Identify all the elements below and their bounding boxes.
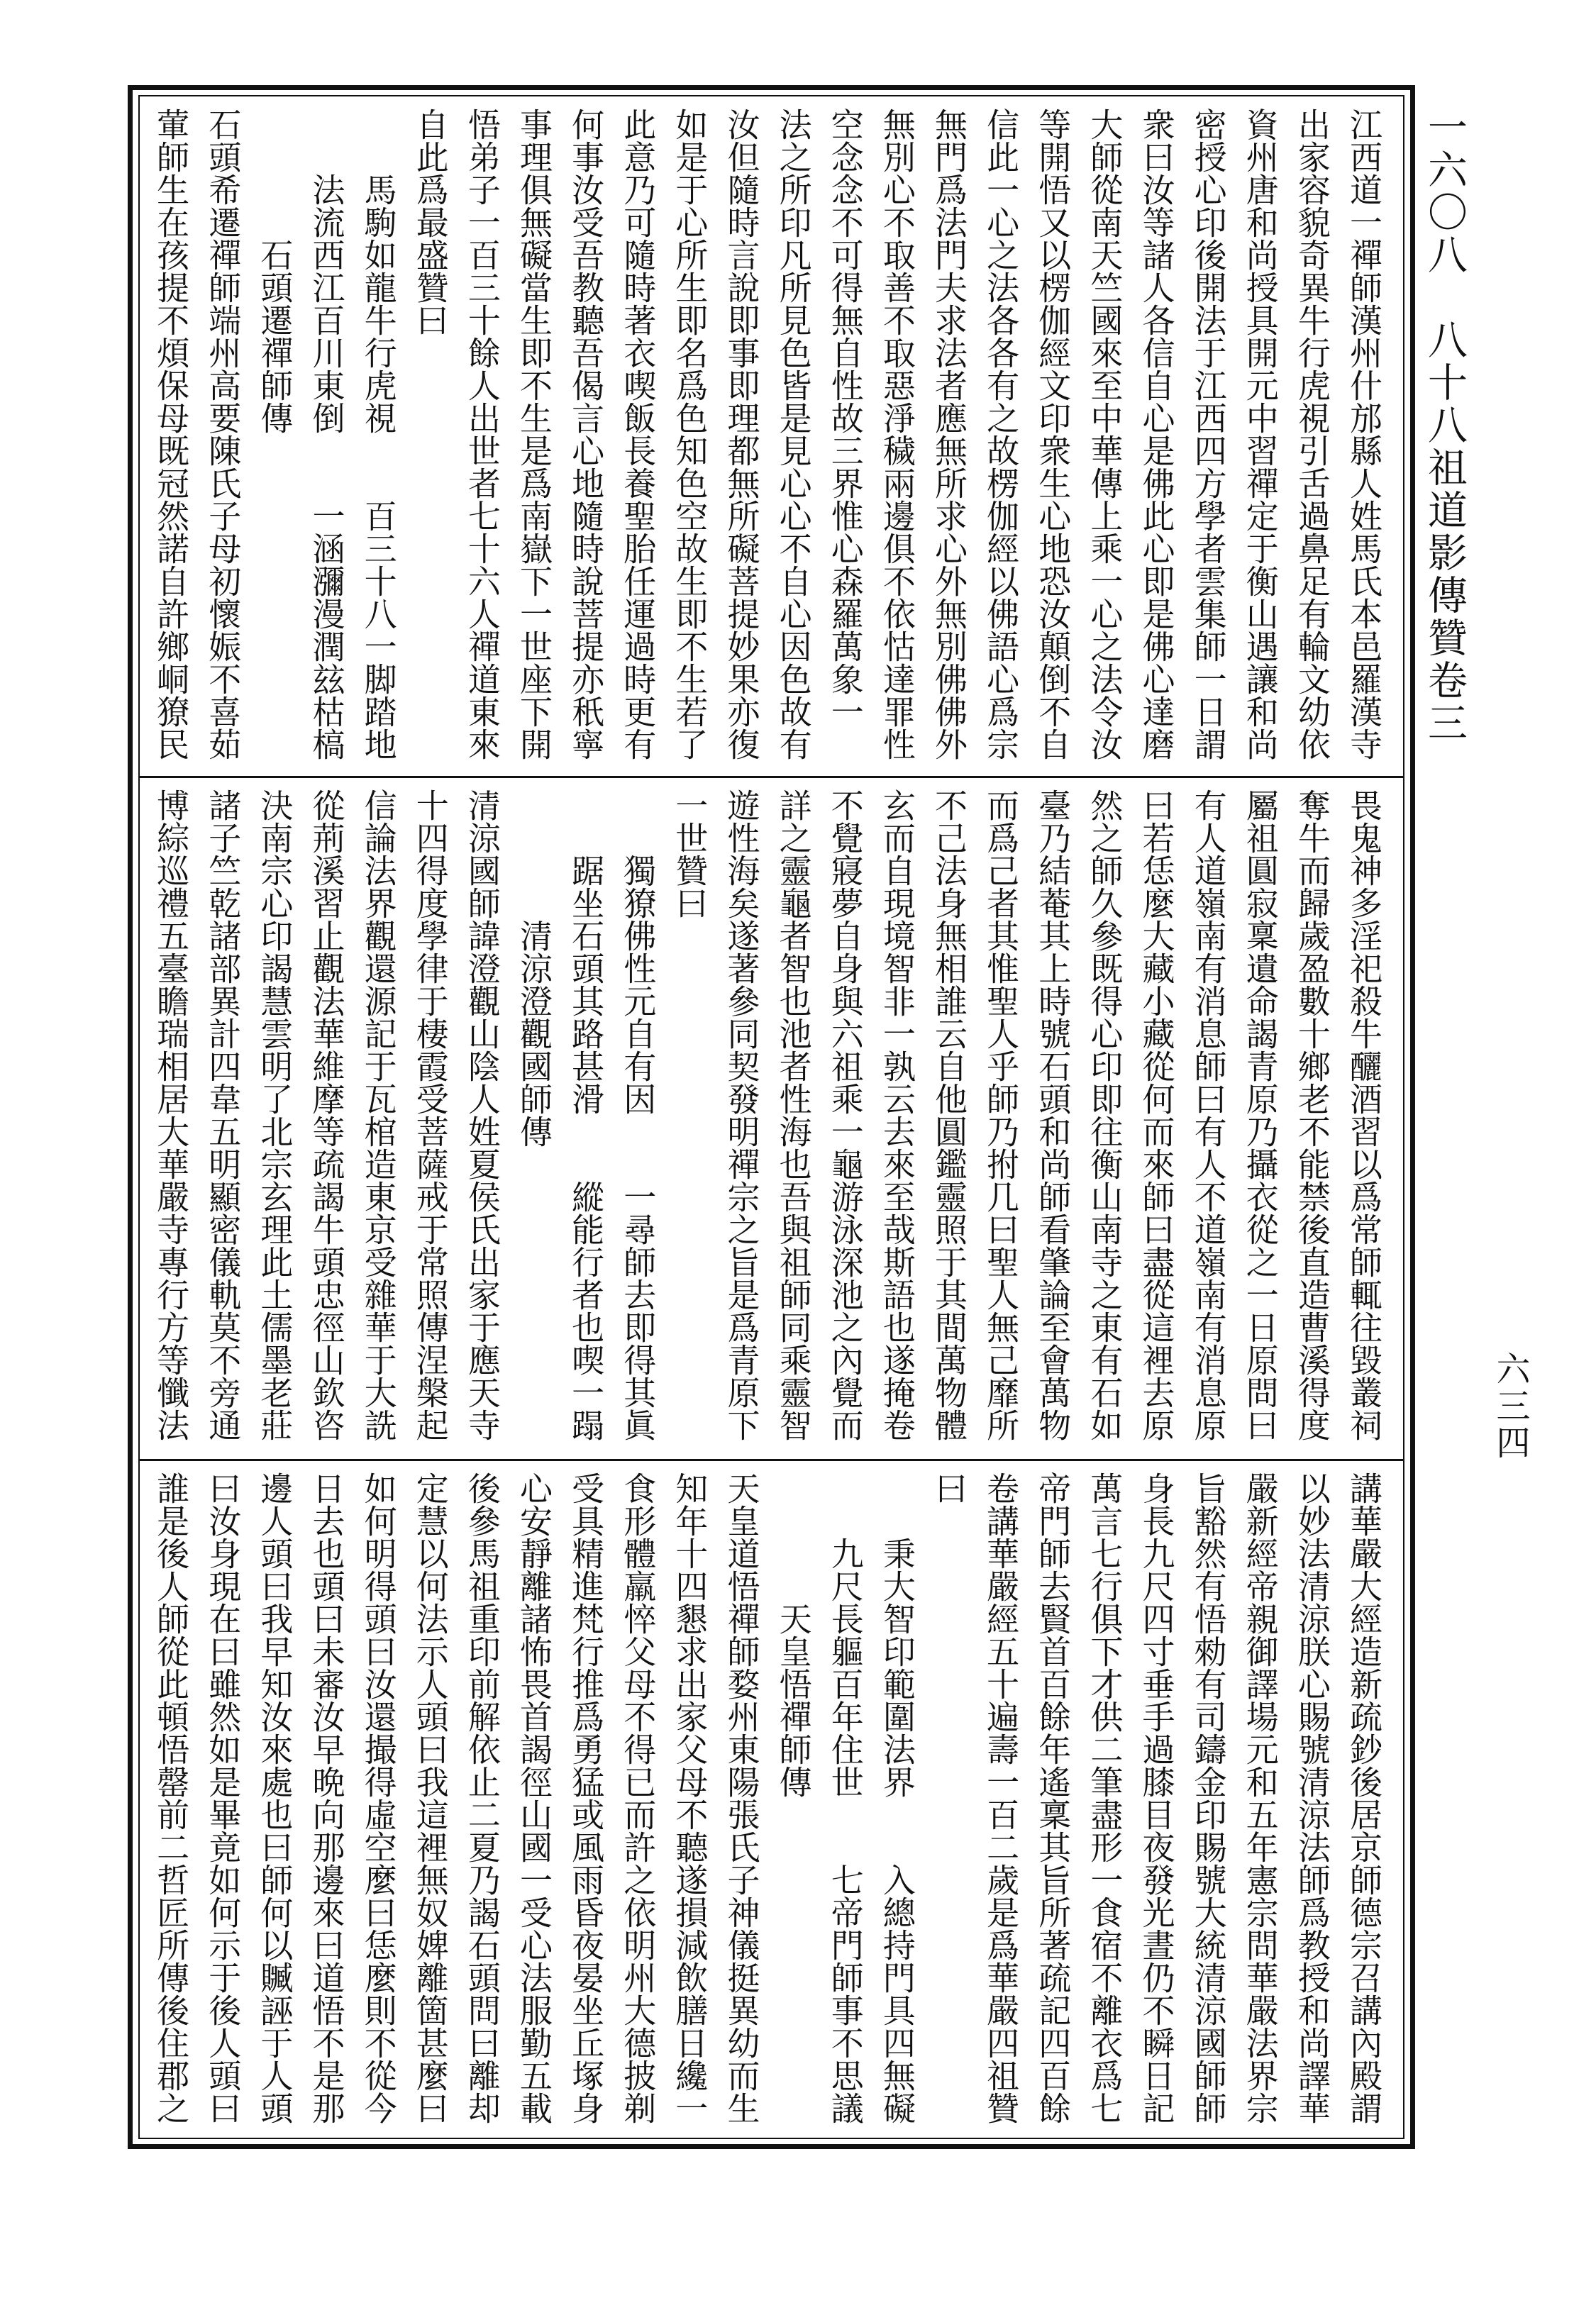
text-column: 臺乃結菴其上時號石頭和尚師看肇論至會萬物 [1033,789,1073,1441]
text-column: 一世贊曰 [670,789,709,919]
text-column: 曰 [930,1472,968,1504]
text-column: 諸子竺乾諸部異計四韋五明顯密儀軌莫不旁通 [204,789,243,1441]
text-column: 出家容貌奇異牛行虎視引舌過鼻足有輪文幼依 [1292,108,1331,760]
text-band-middle [149,789,1394,1447]
text-column: 自此爲最盛贊曰 [411,108,450,336]
text-column: 屬祖圓寂稟遺命謁青原乃攝衣從之一日原問曰 [1241,789,1280,1441]
page-header-volume-title: 一六〇八 八十八祖道影傳贊卷三 [1422,106,1468,745]
text-column: 詳之靈龜者智也池者性海也吾與祖師同乘靈智 [774,789,813,1441]
text-column: 無別心不取善不取惡淨穢兩邊俱不依怙達罪性 [877,108,916,760]
text-column: 曰汝身現在曰雖然如是畢竟如何示于後人頭曰 [204,1472,243,2124]
text-column: 曰若恁麼大藏小藏從何而來師曰盡從這裡去原 [1137,789,1176,1441]
page-number: 六三四 [1490,1351,1530,1462]
section-heading: 清涼澄觀國師傳 [515,919,553,1148]
text-column: 講華嚴大經造新疏鈔後居京師德宗召講內殿謂 [1345,1472,1383,2124]
text-column: 此意乃可隨時著衣喫飯長養聖胎任運過時更有 [619,108,658,760]
text-column: 汝但隨時言說即事即理都無所礙菩提妙果亦復 [722,108,761,760]
text-column: 後參馬祖重印前解依止二夏乃謁石頭問曰離却 [462,1472,501,2124]
text-column: 知年十四懇求出家父母不聽遂損減飲膳日纔一 [670,1472,709,2124]
text-column: 清涼國師諱澄觀山陰人姓夏侯氏出家于應天寺 [462,789,501,1441]
verse-column: 獨獠佛性元自有因 一尋師去即得其眞 [619,854,658,1441]
text-column: 從荊溪習止觀法華維摩等疏謁牛頭忠徑山欽咨 [307,789,346,1441]
text-column: 有人道嶺南有消息師曰有人不道嶺南有消息原 [1189,789,1228,1441]
text-column: 何事汝受吾教聽吾偈言心地隨時說菩提亦秖寧 [567,108,606,760]
text-column: 食形體羸悴父母不得已而許之依明州大德披剃 [619,1472,658,2124]
band-divider-2 [138,1459,1404,1461]
text-column: 資州唐和尚授具開元中習禪定于衡山遇讓和尚 [1241,108,1280,760]
text-column: 法之所印凡所見色皆是見心心不自心因色故有 [774,108,813,760]
text-column: 葷師生在孩提不煩保母既冠然諾自許鄉峒獠民 [152,108,191,760]
text-column: 奪牛而歸歲盈數十鄉老不能禁後直造曹溪得度 [1292,789,1331,1441]
text-column: 萬言七行俱下才供二筆盡形一食宿不離衣爲七 [1085,1472,1124,2124]
text-column: 邊人頭曰我早知汝來處也曰師何以贓誣于人頭 [255,1472,294,2124]
text-column: 等開悟又以楞伽經文印衆生心地恐汝顛倒不自 [1033,108,1073,760]
text-column: 事理俱無礙當生即不生是爲南嶽下一世座下開 [515,108,553,760]
text-column: 畏鬼神多淫祀殺牛釃酒習以爲常師輒往毀叢祠 [1345,789,1383,1441]
text-column: 以妙法清涼朕心賜號清涼法師爲教授和尚譯華 [1292,1472,1331,2124]
text-column: 定慧以何法示人頭曰我這裡無奴婢離箇甚麼曰 [411,1472,450,2124]
text-column: 不己法身無相誰云自他圓鑑靈照于其間萬物體 [930,789,968,1441]
text-column: 石頭希遷禪師端州高要陳氏子母初懷娠不喜茹 [204,108,243,760]
section-heading: 天皇悟禪師傳 [774,1602,813,1798]
text-column: 不覺寢夢自身與六祖乘一龜游泳深池之內覺而 [826,789,865,1441]
text-column: 悟弟子一百三十餘人出世者七十六人禪道東來 [462,108,501,760]
verse-column: 九尺長軀百年住世 七帝門師事不思議 [826,1537,865,2124]
text-column: 日去也頭曰未審汝早晩向那邊來曰道悟不是那 [307,1472,346,2124]
text-column: 天皇道悟禪師婺州東陽張氏子神儀挺異幼而生 [722,1472,761,2124]
verse-column: 秉大智印範圍法界 入總持門具四無礙 [877,1537,916,2124]
band-divider-1 [138,776,1404,778]
text-column: 江西道一禪師漢州什邡縣人姓馬氏本邑羅漢寺 [1345,108,1383,760]
text-column: 如是于心所生即名爲色知色空故生即不生若了 [670,108,709,760]
text-column: 然之師久參既得心印即往衡山南寺之東有石如 [1085,789,1124,1441]
text-column: 而爲己者其惟聖人乎師乃拊几曰聖人無己靡所 [982,789,1021,1441]
text-column: 旨豁然有悟勑有司鑄金印賜號大統清涼國師師 [1189,1472,1228,2124]
text-column: 博綜巡禮五臺瞻瑞相居大華嚴寺專行方等懺法 [152,789,191,1441]
text-column: 卷講華嚴經五十遍壽一百二歲是爲華嚴四祖贊 [982,1472,1021,2124]
text-column: 十四得度學律于棲霞受菩薩戒于常照傳涅槃起 [411,789,450,1441]
text-column: 大師從南天竺國來至中華傳上乘一心之法令汝 [1085,108,1124,760]
text-column: 衆曰汝等諸人各信自心是佛此心即是佛心達磨 [1137,108,1176,760]
text-column: 決南宗心印謁慧雲明了北宗玄理此土儒墨老莊 [255,789,294,1441]
text-column: 如何明得頭曰汝還撮得虛空麼曰恁麼則不從今 [359,1472,398,2124]
text-column: 誰是後人師從此頓悟罄前二哲匠所傳後住郡之 [152,1472,191,2124]
verse-column: 法流西江百川東倒 一涵瀰漫潤玆枯槁 [307,173,346,760]
text-band-bottom [149,1472,1394,2128]
verse-column: 馬駒如龍牛行虎視 百三十八一脚踏地 [359,173,398,760]
text-column: 空念念不可得無自性故三界惟心森羅萬象一 [826,108,865,728]
text-column: 遊性海矣遂著參同契發明禪宗之旨是爲青原下 [722,789,761,1441]
text-column: 信此一心之法各各有之故楞伽經以佛語心爲宗 [982,108,1021,760]
verse-column: 踞坐石頭其路甚滑 縱能行者也喫一蹋 [567,854,606,1441]
text-column: 帝門師去賢首百餘年遙稟其旨所著疏記四百餘 [1033,1472,1073,2124]
text-column: 心安靜離諸怖畏首謁徑山國一受心法服勤五載 [515,1472,553,2124]
text-column: 無門爲法門夫求法者應無所求心外無別佛佛外 [930,108,968,760]
text-column: 密授心印後開法于江西四方學者雲集師一日謂 [1189,108,1228,760]
text-column: 玄而自現境智非一孰云去來至哉斯語也遂掩卷 [877,789,916,1441]
text-column: 信論法界觀還源記于瓦棺造東京受雜華于大詵 [359,789,398,1441]
text-band-top [149,108,1394,764]
text-column: 嚴新經帝親御譯場元和五年憲宗問華嚴法界宗 [1241,1472,1280,2124]
text-column: 身長九尺四寸垂手過膝目夜發光晝仍不瞬日記 [1137,1472,1176,2124]
section-heading: 石頭遷禪師傳 [255,238,294,434]
text-column: 受具精進梵行推爲勇猛或風雨昏夜晏坐丘塚身 [567,1472,606,2124]
